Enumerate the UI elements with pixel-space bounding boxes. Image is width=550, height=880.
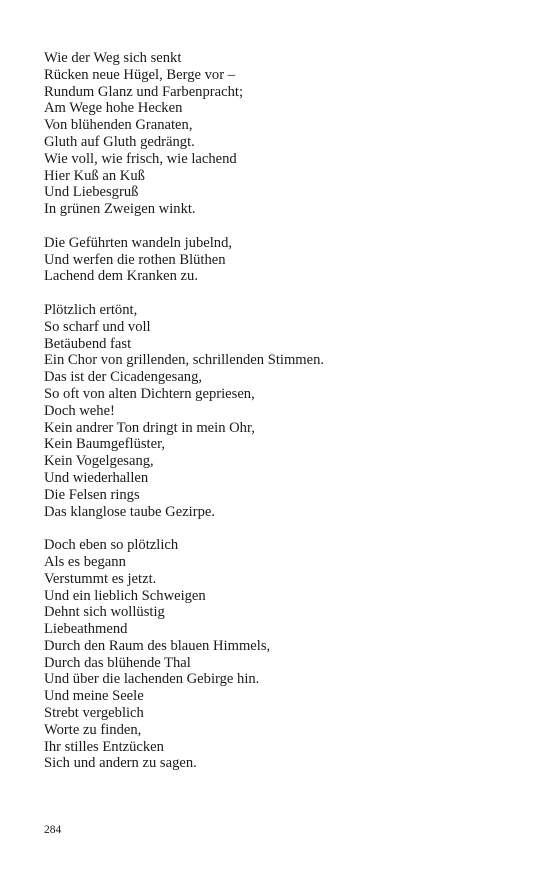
poem-line: Gluth auf Gluth gedrängt.	[44, 133, 195, 150]
poem-line: Ein Chor von grillenden, schrillenden Stimmen.	[44, 352, 325, 369]
poem-line: In grünen Zweigen winkt.	[44, 201, 196, 218]
poem-line: Und werfen die rothen Blüthen	[44, 251, 226, 268]
poem-line: Doch eben so plötzlich	[44, 537, 179, 554]
poem-line: Als es begann	[44, 553, 126, 570]
poem-line: Plötzlich ertönt,	[44, 301, 138, 318]
poem-line: Hier Kuß an Kuß	[44, 167, 145, 184]
poem-line: Worte zu finden,	[44, 721, 142, 738]
stanza-3	[44, 302, 514, 520]
poem-body	[44, 50, 514, 789]
poem-line: Und über die lachenden Gebirge hin.	[44, 671, 260, 688]
poem-line: Wie der Weg sich senkt	[44, 50, 182, 66]
poem-line: Liebeathmend	[44, 621, 128, 638]
poem-line: Und wiederhallen	[44, 469, 149, 486]
page-number: 284	[44, 824, 62, 836]
poem-line: Rücken neue Hügel, Berge vor –	[44, 66, 236, 83]
poem-line: So oft von alten Dichtern gepriesen,	[44, 385, 255, 402]
poem-line: Verstummt es jetzt.	[44, 570, 157, 587]
poem-line: Doch wehe!	[44, 402, 115, 419]
poem-line: Und meine Seele	[44, 688, 144, 705]
poem-line: Rundum Glanz und Farbenpracht;	[44, 83, 243, 100]
poem-line: Durch das blühende Thal	[44, 654, 191, 671]
poem-line: Und ein lieblich Schweigen	[44, 587, 206, 604]
poem-line: Die Geführten wandeln jubelnd,	[44, 234, 233, 251]
poem-line: So scharf und voll	[44, 318, 151, 335]
poem-line: Und Liebesgruß	[44, 184, 139, 201]
stanza-1	[44, 50, 514, 218]
poem-line: Sich und andern zu sagen.	[44, 755, 197, 772]
poem-line: Das ist der Cicadengesang,	[44, 369, 203, 386]
poem-line: Am Wege hohe Hecken	[44, 100, 183, 117]
stanza-2	[44, 235, 514, 285]
poem-line: Das klanglose taube Gezirpe.	[44, 503, 216, 520]
poem-line: Ihr stilles Entzücken	[44, 738, 164, 755]
poem-line: Betäubend fast	[44, 335, 132, 352]
poem-line: Von blühenden Granaten,	[44, 117, 193, 134]
poem-line: Dehnt sich wollüstig	[44, 604, 165, 621]
poem-line: Kein Baumgeflüster,	[44, 436, 165, 453]
poem-line: Kein andrer Ton dringt in mein Ohr,	[44, 419, 255, 436]
poem-line: Lachend dem Kranken zu.	[44, 268, 198, 285]
stanza-4	[44, 537, 514, 772]
poem-line: Kein Vogelgesang,	[44, 453, 154, 470]
poem-line: Wie voll, wie frisch, wie lachend	[44, 150, 237, 167]
poem-line: Strebt vergeblich	[44, 705, 144, 722]
poem-line: Die Felsen rings	[44, 486, 140, 503]
poem-line: Durch den Raum des blauen Himmels,	[44, 637, 271, 654]
